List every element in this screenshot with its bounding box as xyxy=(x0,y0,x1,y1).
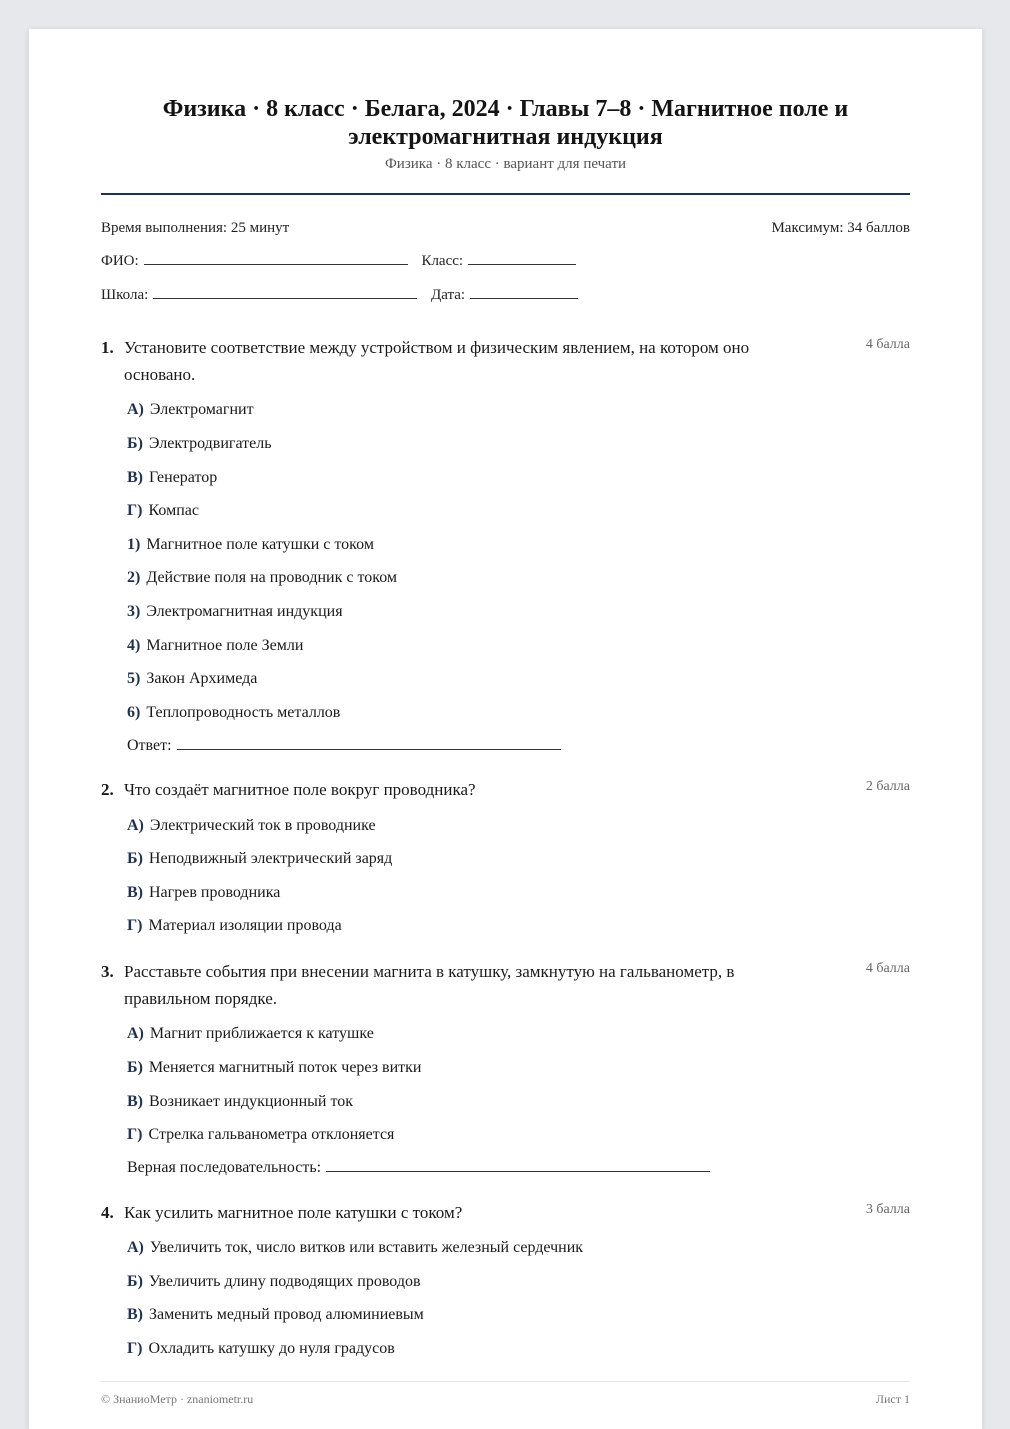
answer-label: Верная последовательность: xyxy=(127,1159,322,1176)
option-text: Меняется магнитный поток через витки xyxy=(148,1059,422,1076)
class-field-line[interactable] xyxy=(468,263,576,265)
option-label: Б) xyxy=(127,1273,143,1290)
max-score: Максимум: 34 баллов xyxy=(771,220,910,236)
option-label: В) xyxy=(127,884,143,901)
option-item xyxy=(127,916,342,936)
option-text: Неподвижный электрический заряд xyxy=(148,850,393,867)
option-text: Магнитное поле Земли xyxy=(146,637,304,654)
option-item xyxy=(127,816,376,836)
question-4 xyxy=(101,1199,910,1226)
option-text: Действие поля на проводник с током xyxy=(146,569,398,586)
option-label: 3) xyxy=(127,603,141,620)
page-content xyxy=(101,29,910,1429)
option-item xyxy=(127,400,254,420)
option-item xyxy=(127,468,217,488)
footer-divider xyxy=(101,1381,910,1382)
option-label: Б) xyxy=(127,1059,143,1076)
option-text: Возникает индукционный ток xyxy=(149,1093,353,1110)
option-label: В) xyxy=(127,1306,143,1323)
option-item xyxy=(127,1058,421,1078)
class-field-label: Класс: xyxy=(421,253,464,269)
option-text: Заменить медный провод алюминиевым xyxy=(149,1306,424,1323)
option-label: А) xyxy=(127,401,144,418)
option-label: Г) xyxy=(127,917,143,934)
option-text: Нагрев проводника xyxy=(149,884,281,901)
name-class-row xyxy=(101,253,576,270)
option-label: А) xyxy=(127,1025,144,1042)
option-text: Электродвигатель xyxy=(148,435,272,452)
option-item xyxy=(127,434,272,454)
footer-copyright: © ЗнаниоМетр · znaniometr.ru xyxy=(101,1392,254,1406)
question-text: Что создаёт магнитное поле вокруг проводника? xyxy=(124,780,476,799)
option-item xyxy=(127,501,199,521)
option-text: Магнитное поле катушки с током xyxy=(146,536,374,553)
option-text: Генератор xyxy=(149,469,218,486)
worksheet-page xyxy=(29,29,982,1429)
time-limit: Время выполнения: 25 минут xyxy=(101,220,290,236)
answer-line[interactable] xyxy=(177,748,561,750)
option-item xyxy=(127,1125,394,1145)
option-text: Охладить катушку до нуля градусов xyxy=(148,1340,395,1357)
option-text: Электромагнитная индукция xyxy=(146,603,343,620)
question-points: 3 балла xyxy=(865,1202,910,1217)
question-number: 1. xyxy=(101,338,114,357)
question-text: Установите соответствие между устройством и физическим явлением, на котором оно основано. xyxy=(124,338,750,384)
name-field-label: ФИО: xyxy=(101,253,139,269)
question-points: 4 балла xyxy=(865,961,910,976)
option-label: В) xyxy=(127,1093,143,1110)
question-number: 2. xyxy=(101,780,114,799)
answer-row xyxy=(127,1159,710,1177)
question-text: Как усилить магнитное поле катушки с током? xyxy=(124,1203,463,1222)
question-2 xyxy=(101,776,910,803)
option-item xyxy=(127,535,374,555)
option-item xyxy=(127,849,392,869)
option-text: Закон Архимеда xyxy=(146,670,258,687)
option-label: Б) xyxy=(127,850,143,867)
option-item xyxy=(127,669,257,689)
school-field-line[interactable] xyxy=(153,297,417,299)
question-points: 2 балла xyxy=(865,779,910,794)
question-1 xyxy=(101,334,910,388)
option-item xyxy=(127,1339,395,1359)
question-number: 3. xyxy=(101,962,114,981)
option-item xyxy=(127,602,343,622)
option-label: Г) xyxy=(127,1126,143,1143)
school-date-row xyxy=(101,287,578,304)
question-points: 4 балла xyxy=(865,337,910,352)
option-label: Г) xyxy=(127,1340,143,1357)
option-text: Электрический ток в проводнике xyxy=(149,817,376,834)
option-label: 4) xyxy=(127,637,141,654)
option-label: Г) xyxy=(127,502,143,519)
option-item xyxy=(127,1305,424,1325)
option-label: В) xyxy=(127,469,143,486)
option-label: 1) xyxy=(127,536,141,553)
question-3 xyxy=(101,958,910,1012)
page-title: Физика · 8 класс · Белага, 2024 · Главы 7–8 · Магнитное поле и электромагнитная индукция xyxy=(162,96,849,150)
option-text: Электромагнит xyxy=(149,401,254,418)
question-number: 4. xyxy=(101,1203,114,1222)
option-item xyxy=(127,568,397,588)
option-label: 2) xyxy=(127,569,141,586)
option-text: Материал изоляции провода xyxy=(148,917,342,934)
footer-page-number: Лист 1 xyxy=(875,1392,910,1406)
question-text: Расставьте события при внесении магнита в катушку, замкнутую на гальванометр, в правильном порядке. xyxy=(124,962,735,1008)
option-label: 6) xyxy=(127,704,141,721)
option-text: Увеличить ток, число витков или вставить железный сердечник xyxy=(149,1239,584,1256)
option-label: А) xyxy=(127,817,144,834)
page-footer xyxy=(101,1392,910,1407)
option-text: Теплопроводность металлов xyxy=(146,704,341,721)
answer-row xyxy=(127,737,561,755)
option-item xyxy=(127,883,280,903)
name-field-line[interactable] xyxy=(144,263,408,265)
option-text: Магнит приближается к катушке xyxy=(149,1025,374,1042)
option-text: Увеличить длину подводящих проводов xyxy=(148,1273,421,1290)
date-field-line[interactable] xyxy=(470,297,578,299)
option-label: Б) xyxy=(127,435,143,452)
option-text: Компас xyxy=(148,502,199,519)
option-item xyxy=(127,1092,353,1112)
option-label: 5) xyxy=(127,670,141,687)
school-field-label: Школа: xyxy=(101,287,149,303)
header-divider xyxy=(101,193,910,195)
option-item xyxy=(127,636,303,656)
page-subtitle: Физика · 8 класс · вариант для печати xyxy=(384,156,627,172)
option-text: Стрелка гальванометра отклоняется xyxy=(148,1126,395,1143)
meta-row xyxy=(101,220,910,237)
option-item xyxy=(127,703,340,723)
option-label: А) xyxy=(127,1239,144,1256)
option-item xyxy=(127,1024,374,1044)
option-item xyxy=(127,1272,421,1292)
date-field-label: Дата: xyxy=(431,287,466,303)
answer-label: Ответ: xyxy=(127,737,172,754)
answer-line[interactable] xyxy=(326,1170,710,1172)
option-item xyxy=(127,1238,583,1258)
